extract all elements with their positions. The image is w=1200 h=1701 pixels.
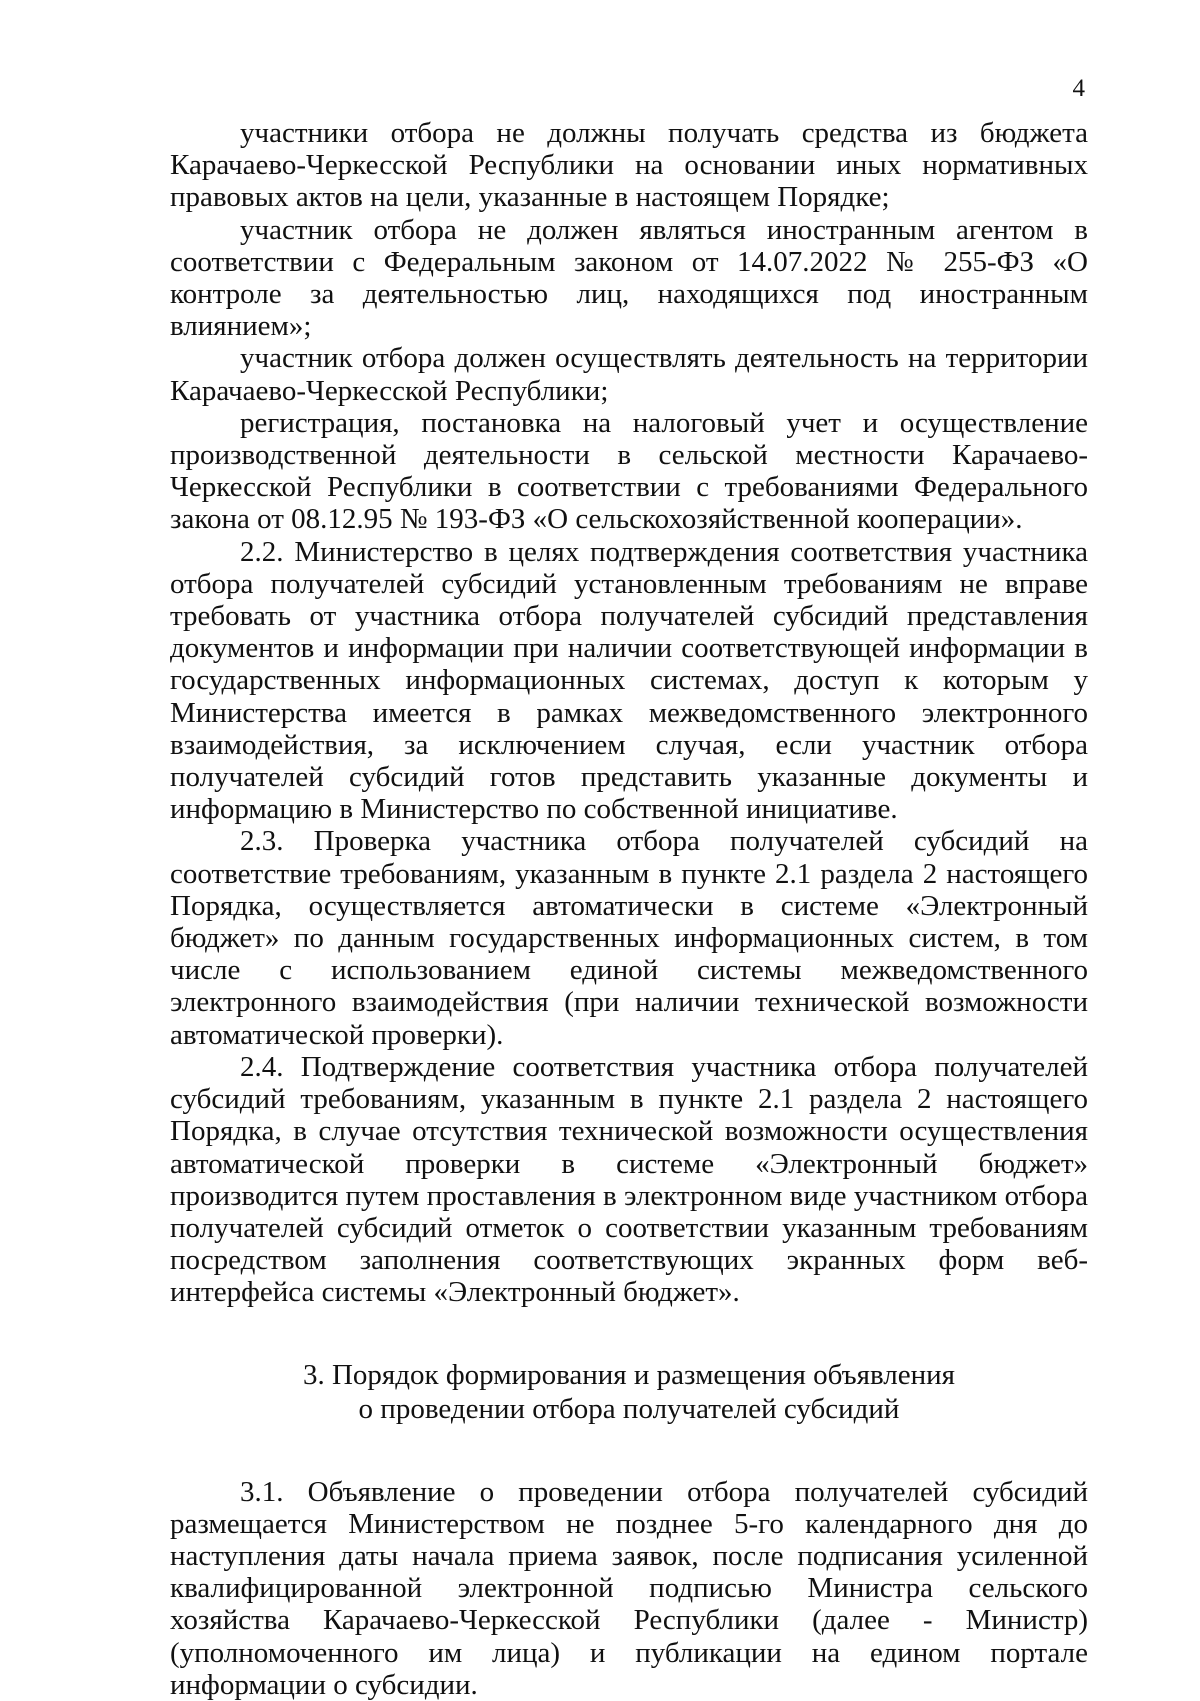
section-3-heading	[170, 1358, 1088, 1426]
clause-2-3: 2.3. Проверка участника отбора получателей субсидий на соответствие требованиям, указанным в пункте 2.1 раздела 2 настоящего Порядка, осуществляется автоматически в системе «Электронный бюджет» по данным государственных информационных систем, в том числе с использованием единой системы межведомственного электронного взаимодействия (при наличии технической возможности автоматической проверки).	[170, 825, 1088, 1051]
paragraph-registration-requirement: регистрация, постановка на налоговый учет и осуществление производственной деятельности в сельской местности Карачаево-Черкесской Республики в соответствии с требованиями Федерального закона от 08.12.95 № 193-ФЗ «О сельскохозяйственной кооперации».	[170, 406, 1088, 536]
document-body	[170, 117, 1088, 1701]
clause-3-1: 3.1. Объявление о проведении отбора получателей субсидий размещается Министерством не позднее 5-го календарного дня до наступления даты начала приема заявок, после подписания усиленной квалифицированной электронной подписью Министра сельского хозяйства Карачаево-Черкесской Республики (далее - Министр) (уполномоченного им лица) и публикации на едином портале информации о субсидии.	[170, 1475, 1088, 1701]
clause-2-2: 2.2. Министерство в целях подтверждения соответствия участника отбора получателей субсидий установленным требованиям не вправе требовать от участника отбора получателей субсидий представления документов и информации при наличии соответствующей информации в государственных информационных системах, доступ к которым у Министерства имеется в рамках межведомственного электронного взаимодействия, за исключением случая, если участник отбора получателей субсидий готов представить указанные документы и информацию в Министерство по собственной инициативе.	[170, 535, 1088, 826]
page-number: 4	[1072, 75, 1085, 102]
clause-2-4: 2.4. Подтверждение соответствия участника отбора получателей субсидий требованиям, указанным в пункте 2.1 раздела 2 настоящего Порядка, в случае отсутствия технической возможности осуществления автоматической проверки в системе «Электронный бюджет» производится путем проставления в электронном виде участником отбора получателей субсидий отметок о соответствии указанным требованиям посредством заполнения соответствующих экранных форм веб-интерфейса системы «Электронный бюджет».	[170, 1050, 1088, 1309]
paragraph-budget-funds-restriction: участники отбора не должны получать средства из бюджета Карачаево-Черкесской Республики на основании иных нормативных правовых актов на цели, указанные в настоящем Порядке;	[170, 117, 1088, 214]
paragraph-territory-requirement: участник отбора должен осуществлять деятельность на территории Карачаево-Черкесской Республики;	[170, 342, 1088, 407]
section-3-heading-line-2: о проведении отбора получателей субсидий	[358, 1392, 900, 1425]
paragraph-foreign-agent-restriction: участник отбора не должен являться иностранным агентом в соответствии с Федеральным законом от 14.07.2022 № 255-ФЗ «О контроле за деятельностью лиц, находящихся под иностранным влиянием»;	[170, 213, 1088, 343]
section-3-heading-line-1: 3. Порядок формирования и размещения объявления	[302, 1358, 956, 1391]
